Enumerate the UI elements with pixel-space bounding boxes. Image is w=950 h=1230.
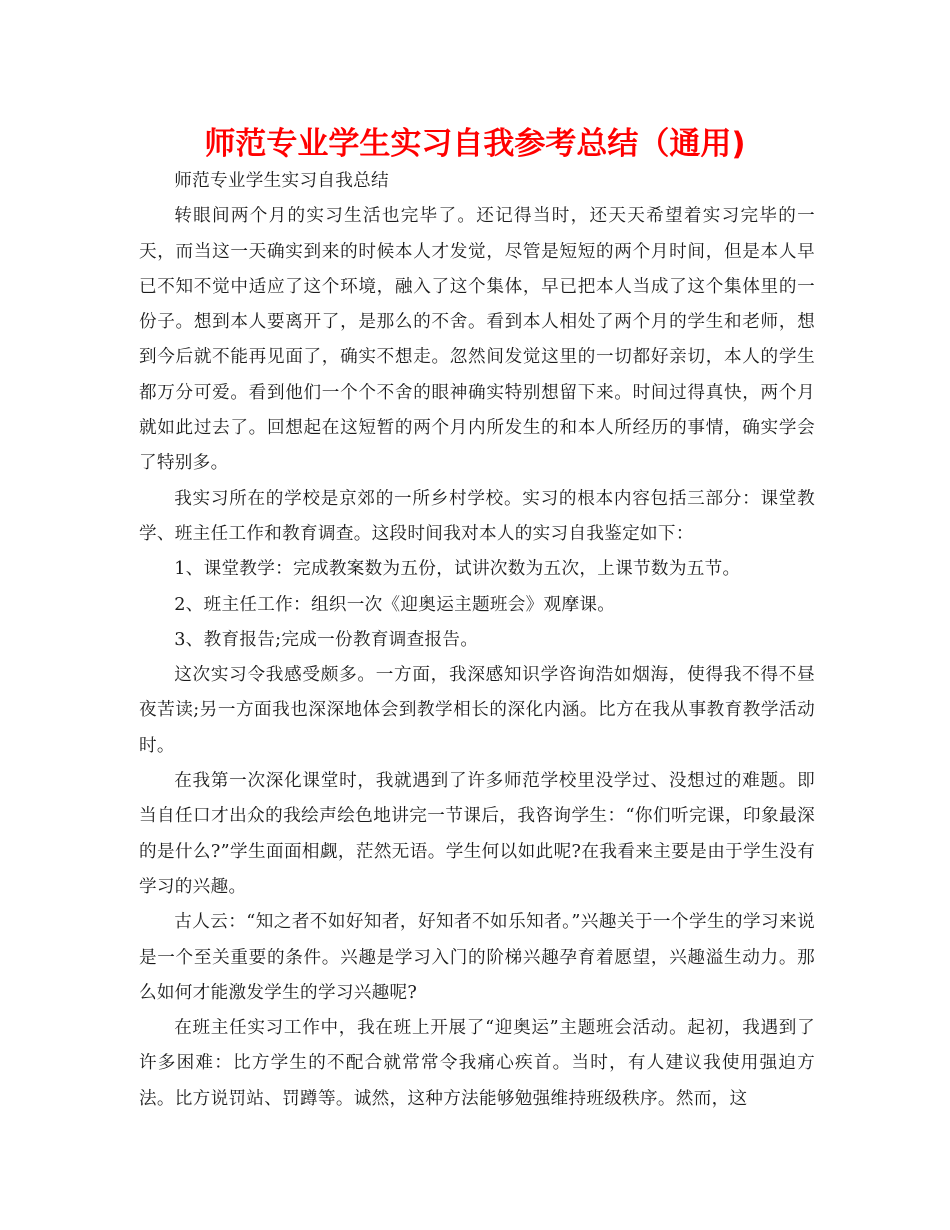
paragraph: 转眼间两个月的实习生活也完毕了。还记得当时，还天天希望着实习完毕的一天，而当这一天确实到来的时候本人才发觉，尽管是短短的两个月时间，但是本人早已不知不觉中适应了这个环境，融入了这个集体，早已把本人当成了这个集体里的一份子。想到本人要离开了，是那么的不舍。看到本人相处了两个月的学生和老师，想到今后就不能再见面了，确实不想走。忽然间发觉这里的一切都好亲切，本人的学生都万分可爱。看到他们一个个不舍的眼神确实特别想留下来。时间过得真快，两个月就如此过去了。回想起在这短暂的两个月内所发生的和本人所经历的事情，确实学会了特别多。 [139,206,815,474]
paragraph: 这次实习令我感受颇多。一方面，我深感知识学咨询浩如烟海，使得我不得不昼夜苦读;另一方面我也深深地体会到教学相长的深化内涵。比方在我从事教育教学活动时。 [139,665,815,756]
list-item: 3、教育报告;完成一份教育调查报告。 [174,629,479,650]
paragraph: 在班主任实习工作中，我在班上开展了“迎奥运”主题班会活动。起初，我遇到了许多困难：比方学生的不配合就常常令我痛心疾首。当时，有人建议我使用强迫方法。比方说罚站、罚蹲等。诚然，这种方法能够勉强维持班级秩序。然而，这 [139,1018,815,1109]
paragraph-subtitle: 师范专业学生实习自我总结 [174,171,389,191]
paragraph: 古人云：“知之者不如好知者，好知者不如乐知者。”兴趣关于一个学生的学习来说是一个至关重要的条件。兴趣是学习入门的阶梯兴趣孕育着愿望，兴趣溢生动力。那么如何才能激发学生的学习兴趣呢? [139,912,815,1003]
list-item: 2、班主任工作：组织一次《迎奥运主题班会》观摩课。 [174,594,616,615]
document-body [139,164,815,1117]
paragraph: 我实习所在的学校是京郊的一所乡村学校。实习的根本内容包括三部分：课堂教学、班主任工作和教育调查。这段时间我对本人的实习自我鉴定如下： [139,488,815,544]
paragraph: 在我第一次深化课堂时，我就遇到了许多师范学校里没学过、没想过的难题。即当自任口才出众的我绘声绘色地讲完一节课后，我咨询学生：“你们听完课，印象最深的是什么?”学生面面相觑，茫然无语。学生何以如此呢?在我看来主要是由于学生没有学习的兴趣。 [139,771,815,897]
document-title: 师范专业学生实习自我参考总结（通用) [204,126,746,162]
list-item: 1、课堂教学：完成教案数为五份，试讲次数为五次，上课节数为五节。 [174,559,741,580]
